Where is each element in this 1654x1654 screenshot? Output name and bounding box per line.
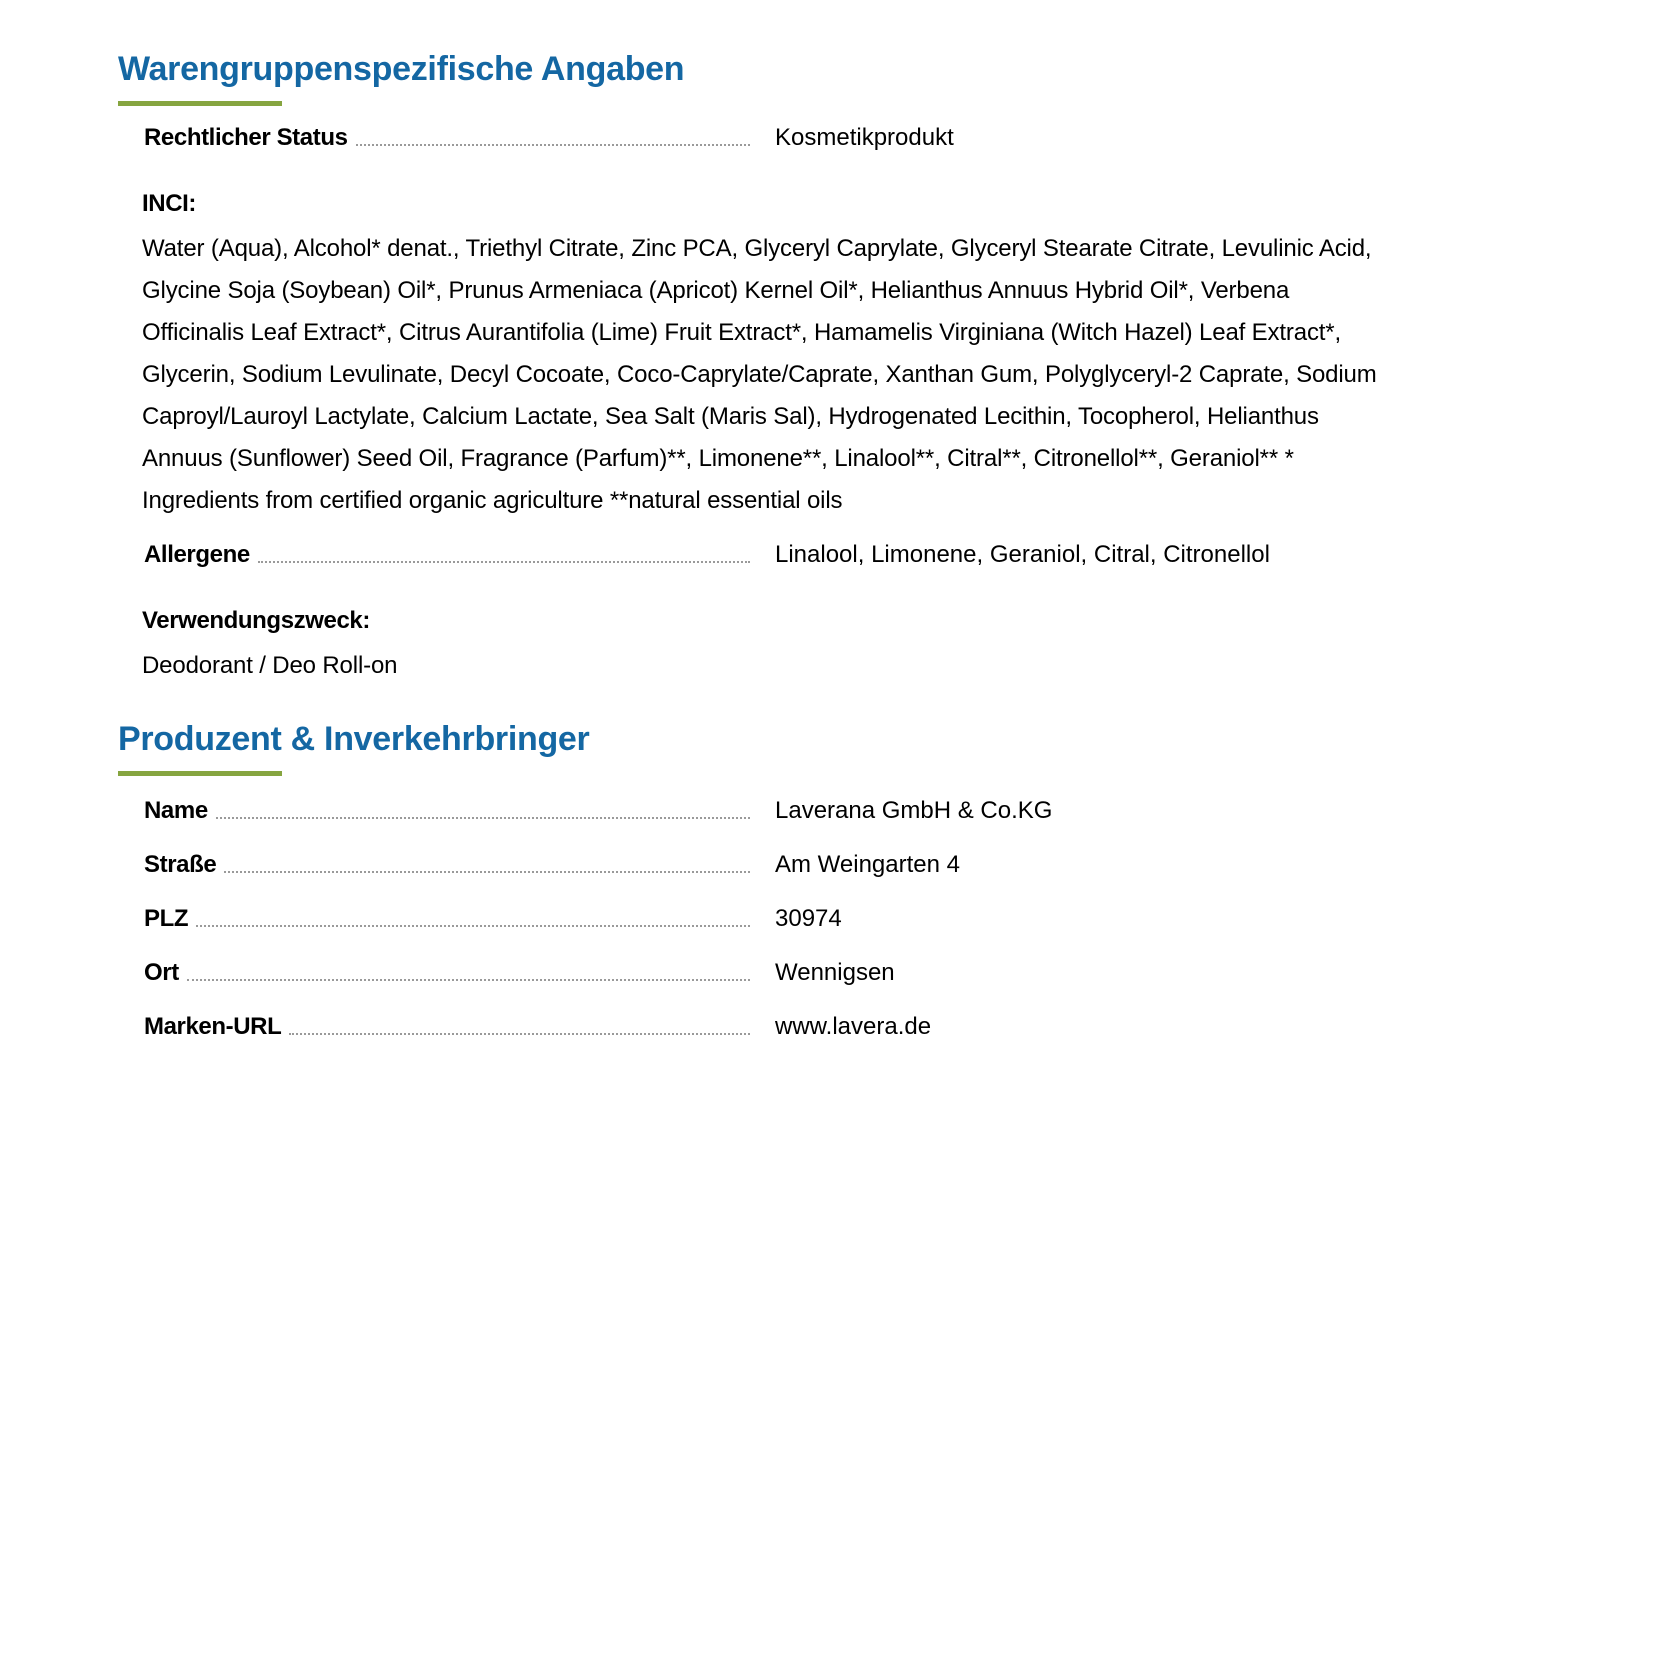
dotted-leader: [216, 817, 750, 819]
row-key: [144, 899, 750, 933]
row-key: [144, 953, 750, 987]
producer-street-value: Am Weingarten 4: [775, 851, 960, 878]
purpose-label: Verwendungszweck:: [142, 607, 370, 634]
row-producer-zip: [144, 899, 1384, 933]
row-legal-status: [144, 118, 1384, 152]
row-producer-street: [144, 845, 1384, 879]
producer-street-label: Straße: [144, 851, 217, 878]
brand-url-label: Marken-URL: [144, 1013, 282, 1040]
inci-text: Water (Aqua), Alcohol* denat., Triethyl Citrate, Zinc PCA, Glyceryl Caprylate, Glyceryl Stearate Citrate, Levulinic Acid, Glycine Soja (Soybean) Oil*, Prunus Armeniaca (Apricot) Kernel Oil*, Helianthus Annuus Hybrid Oil*, Verbena Officinalis Leaf Extract*, Citrus Aurantifolia (Lime) Fruit Extract*, Hamamelis Virginiana (Witch Hazel) Leaf Extract*, Glycerin, Sodium Levulinate, Decyl Cocoate, Coco-Caprylate/Caprate, Xanthan Gum, Polyglyceryl-2 Caprate, Sodium Caproyl/Lauroyl Lactylate, Calcium Lactate, Sea Salt (Maris Sal), Hydrogenated Lecithin, Tocopherol, Helianthus Annuus (Sunflower) Seed Oil, Fragrance (Parfum)**, Limonene**, Linalool**, Citral**, Citronellol**, Geraniol** * Ingredients from certified organic agriculture **natural essential oils: [142, 235, 1377, 514]
section-title-underline: [118, 771, 282, 776]
row-allergens: [144, 535, 1384, 569]
brand-url-value: www.lavera.de: [775, 1013, 932, 1040]
dotted-leader: [196, 925, 750, 927]
allergens-label: Allergene: [144, 541, 250, 568]
producer-name-value: Laverana GmbH & Co.KG: [775, 797, 1053, 824]
legal-status-label: Rechtlicher Status: [144, 124, 348, 151]
dotted-leader: [356, 144, 750, 146]
row-producer-city: [144, 953, 1384, 987]
inci-label: INCI:: [142, 190, 196, 217]
section-title-product-group: Warengruppenspezifische Angaben: [118, 50, 685, 88]
dotted-leader: [187, 979, 750, 981]
producer-city-label: Ort: [144, 959, 179, 986]
row-producer-name: [144, 791, 1384, 825]
section-title-producer: Produzent & Inverkehrbringer: [118, 720, 590, 758]
dotted-leader: [224, 871, 750, 873]
row-key: [144, 1007, 750, 1041]
allergens-value: Linalool, Limonene, Geraniol, Citral, Citronellol: [775, 541, 1270, 568]
legal-status-value: Kosmetikprodukt: [775, 124, 954, 151]
section-title-underline: [118, 101, 282, 106]
row-key: [144, 845, 750, 879]
producer-name-label: Name: [144, 797, 208, 824]
row-key: [144, 535, 750, 569]
row-key: [144, 791, 750, 825]
row-key: [144, 118, 750, 152]
dotted-leader: [258, 561, 750, 563]
producer-zip-value: 30974: [775, 905, 842, 932]
purpose-text: Deodorant / Deo Roll-on: [142, 652, 398, 679]
producer-zip-label: PLZ: [144, 905, 189, 932]
row-brand-url: [144, 1007, 1384, 1041]
dotted-leader: [289, 1033, 750, 1035]
producer-city-value: Wennigsen: [775, 959, 895, 986]
